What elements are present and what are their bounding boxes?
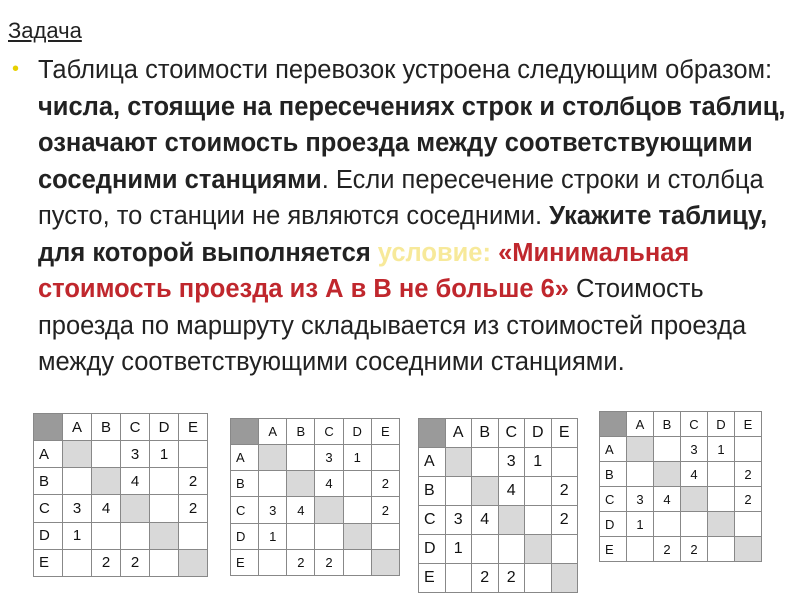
task-text-condition-label: условие: xyxy=(370,238,499,267)
cost-cell: 2 xyxy=(654,537,681,562)
cost-cell xyxy=(121,522,150,549)
column-header: A xyxy=(63,414,92,441)
bullet-icon: • xyxy=(12,58,20,80)
cost-cell xyxy=(498,506,525,535)
cost-cell: 2 xyxy=(371,497,399,523)
cost-cell xyxy=(92,522,121,549)
cost-cell xyxy=(735,512,762,537)
table-corner-cell xyxy=(231,419,259,445)
table-row xyxy=(600,462,762,487)
cost-cell xyxy=(654,512,681,537)
row-header: E xyxy=(34,549,63,576)
cost-cell: 2 xyxy=(498,564,525,593)
cost-cell xyxy=(371,523,399,549)
cost-cell xyxy=(472,535,499,564)
column-header: C xyxy=(121,414,150,441)
cost-cell xyxy=(525,535,552,564)
table-row xyxy=(419,535,578,564)
cost-cell xyxy=(315,497,343,523)
cost-cell xyxy=(371,549,399,575)
cost-cell: 1 xyxy=(259,523,287,549)
task-text-condition: «Минимальная стоимость проезда из А в В не больше 6» xyxy=(38,238,690,303)
cost-cell: 4 xyxy=(315,471,343,497)
cost-cell xyxy=(735,437,762,462)
cost-cell xyxy=(445,477,472,506)
row-header: B xyxy=(600,462,627,487)
table-row xyxy=(34,522,208,549)
cost-cell xyxy=(472,448,499,477)
cost-cell xyxy=(445,564,472,593)
row-header: A xyxy=(231,445,259,471)
task-text-route-rule: Стоимость проезда по маршруту складывается из стоимостей проезда между соответствующими соседними станциями. xyxy=(38,275,747,376)
row-header: C xyxy=(34,495,63,522)
cost-table-2 xyxy=(230,418,400,576)
table-row xyxy=(34,549,208,576)
cost-cell xyxy=(150,549,179,576)
cost-cell xyxy=(63,549,92,576)
row-header: C xyxy=(600,487,627,512)
column-header: D xyxy=(150,414,179,441)
cost-cell: 2 xyxy=(551,506,578,535)
cost-cell xyxy=(627,437,654,462)
cost-cell: 2 xyxy=(681,537,708,562)
row-header: E xyxy=(231,549,259,575)
cost-cell: 4 xyxy=(92,495,121,522)
table-header-row xyxy=(34,414,208,441)
cost-cell xyxy=(445,448,472,477)
cost-cell xyxy=(63,468,92,495)
table-row xyxy=(419,477,578,506)
cost-cell: 4 xyxy=(654,487,681,512)
cost-cell: 3 xyxy=(315,445,343,471)
column-header: D xyxy=(343,419,371,445)
cost-cell xyxy=(654,462,681,487)
table-row xyxy=(231,549,400,575)
table-row xyxy=(231,497,400,523)
table-row xyxy=(419,564,578,593)
cost-cell xyxy=(92,468,121,495)
cost-cell xyxy=(551,448,578,477)
row-header: E xyxy=(419,564,446,593)
cost-cell xyxy=(654,437,681,462)
table-row xyxy=(34,441,208,468)
table-row xyxy=(34,495,208,522)
row-header: A xyxy=(34,441,63,468)
cost-cell xyxy=(150,522,179,549)
table-corner-cell xyxy=(600,412,627,437)
task-text-definition: числа, стоящие на пересечениях строк и столбцов таблиц, означают стоимость проезда между соответствующими соседними станциями xyxy=(38,92,786,194)
cost-table-3 xyxy=(418,418,578,593)
cost-cell xyxy=(525,477,552,506)
cost-cell: 4 xyxy=(498,477,525,506)
cost-cell: 3 xyxy=(627,487,654,512)
table-row xyxy=(600,512,762,537)
task-description xyxy=(38,52,796,381)
cost-cell: 2 xyxy=(735,487,762,512)
cost-cell: 2 xyxy=(315,549,343,575)
column-header: C xyxy=(681,412,708,437)
table-row xyxy=(600,537,762,562)
cost-cell xyxy=(708,462,735,487)
cost-cell: 1 xyxy=(150,441,179,468)
cost-cell xyxy=(708,537,735,562)
cost-cell xyxy=(287,523,315,549)
column-header: A xyxy=(445,419,472,448)
cost-cell xyxy=(343,497,371,523)
row-header: B xyxy=(419,477,446,506)
table-header-row xyxy=(600,412,762,437)
row-header: B xyxy=(34,468,63,495)
column-header: B xyxy=(287,419,315,445)
cost-cell: 4 xyxy=(121,468,150,495)
table-row xyxy=(231,471,400,497)
row-header: D xyxy=(600,512,627,537)
cost-cell xyxy=(92,441,121,468)
table-row xyxy=(231,523,400,549)
cost-cell: 4 xyxy=(681,462,708,487)
row-header: A xyxy=(600,437,627,462)
cost-cell xyxy=(179,522,208,549)
cost-cell xyxy=(551,564,578,593)
column-header: C xyxy=(498,419,525,448)
cost-cell: 1 xyxy=(343,445,371,471)
cost-cell xyxy=(525,564,552,593)
task-text-intro: Таблица стоимости перевозок устроена следующим образом: xyxy=(38,56,773,84)
cost-cell xyxy=(472,477,499,506)
cost-cell xyxy=(525,506,552,535)
cost-cell xyxy=(259,549,287,575)
column-header: D xyxy=(708,412,735,437)
cost-cell xyxy=(315,523,343,549)
cost-cell: 2 xyxy=(735,462,762,487)
cost-cell: 4 xyxy=(287,497,315,523)
cost-cell xyxy=(343,523,371,549)
row-header: D xyxy=(419,535,446,564)
cost-cell xyxy=(343,471,371,497)
cost-cell xyxy=(551,535,578,564)
cost-cell: 3 xyxy=(121,441,150,468)
table-corner-cell xyxy=(419,419,446,448)
row-header: D xyxy=(34,522,63,549)
table-row xyxy=(419,448,578,477)
cost-cell xyxy=(179,549,208,576)
table-row xyxy=(600,437,762,462)
cost-cell xyxy=(371,445,399,471)
cost-table-4 xyxy=(599,411,762,562)
column-header: D xyxy=(525,419,552,448)
table-row xyxy=(600,487,762,512)
cost-cell: 2 xyxy=(179,468,208,495)
cost-cell: 3 xyxy=(445,506,472,535)
row-header: E xyxy=(600,537,627,562)
cost-cell: 2 xyxy=(92,549,121,576)
cost-cell xyxy=(150,468,179,495)
table-row xyxy=(34,468,208,495)
column-header: A xyxy=(627,412,654,437)
cost-cell: 1 xyxy=(708,437,735,462)
cost-cell: 3 xyxy=(63,495,92,522)
cost-cell xyxy=(708,487,735,512)
cost-cell xyxy=(498,535,525,564)
cost-cell xyxy=(708,512,735,537)
row-header: A xyxy=(419,448,446,477)
task-text-empty-rule: . Если пересечение строки и столбца пусто, то станции не являются соседними. xyxy=(38,165,764,230)
cost-cell: 2 xyxy=(551,477,578,506)
column-header: B xyxy=(654,412,681,437)
column-header: B xyxy=(472,419,499,448)
cost-cell: 2 xyxy=(179,495,208,522)
cost-cell: 2 xyxy=(121,549,150,576)
column-header: B xyxy=(92,414,121,441)
row-header: C xyxy=(419,506,446,535)
cost-cell: 2 xyxy=(287,549,315,575)
row-header: C xyxy=(231,497,259,523)
cost-cell: 3 xyxy=(498,448,525,477)
task-text-instruction: Укажите таблицу, для которой выполняется xyxy=(38,202,768,267)
cost-cell: 3 xyxy=(259,497,287,523)
cost-cell xyxy=(63,441,92,468)
cost-cell xyxy=(681,512,708,537)
cost-cell xyxy=(735,537,762,562)
column-header: E xyxy=(371,419,399,445)
row-header: D xyxy=(231,523,259,549)
column-header: E xyxy=(735,412,762,437)
cost-cell xyxy=(150,495,179,522)
cost-cell: 1 xyxy=(627,512,654,537)
cost-cell: 1 xyxy=(63,522,92,549)
cost-cell xyxy=(259,471,287,497)
cost-cell xyxy=(179,441,208,468)
cost-cell xyxy=(287,445,315,471)
cost-cell xyxy=(343,549,371,575)
column-header: E xyxy=(551,419,578,448)
cost-cell xyxy=(627,537,654,562)
cost-cell xyxy=(287,471,315,497)
column-header: A xyxy=(259,419,287,445)
cost-cell: 1 xyxy=(525,448,552,477)
cost-cell: 2 xyxy=(371,471,399,497)
cost-cell xyxy=(627,462,654,487)
page-title: Задача xyxy=(8,18,82,43)
table-row xyxy=(231,445,400,471)
row-header: B xyxy=(231,471,259,497)
cost-cell xyxy=(681,487,708,512)
column-header: E xyxy=(179,414,208,441)
table-header-row xyxy=(231,419,400,445)
column-header: C xyxy=(315,419,343,445)
cost-cell xyxy=(121,495,150,522)
cost-cell: 2 xyxy=(472,564,499,593)
cost-cell xyxy=(259,445,287,471)
cost-cell: 3 xyxy=(681,437,708,462)
table-row xyxy=(419,506,578,535)
cost-table-1 xyxy=(33,413,208,577)
cost-cell: 1 xyxy=(445,535,472,564)
cost-cell: 4 xyxy=(472,506,499,535)
table-corner-cell xyxy=(34,414,63,441)
table-header-row xyxy=(419,419,578,448)
